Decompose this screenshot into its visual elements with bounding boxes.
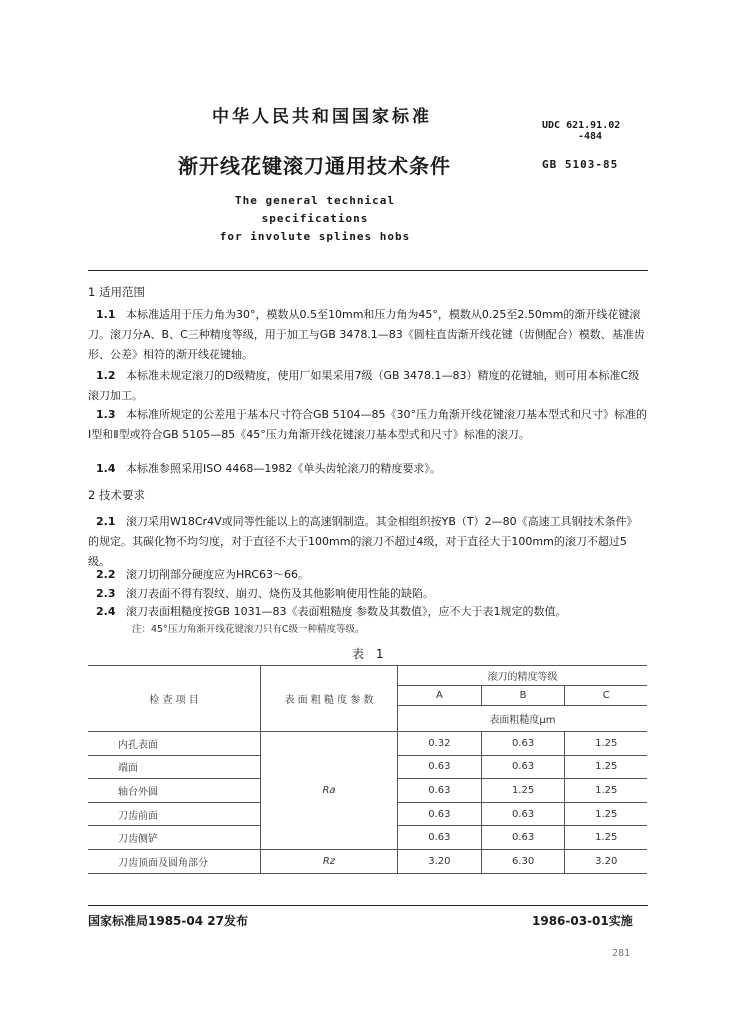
row-item: 内孔表面	[88, 732, 261, 756]
param-rz: Rz	[261, 849, 398, 873]
value-c: 1.25	[565, 802, 647, 826]
note: 注：45°压力角渐开线花键滚刀只有C级一种精度等级。	[132, 624, 365, 635]
clause-number: 2.4	[96, 605, 116, 618]
paragraph-2-1	[88, 512, 648, 572]
grade-b-header: B	[481, 686, 565, 706]
footer-rule	[88, 905, 648, 906]
udc-line2: -484	[578, 131, 603, 142]
value-a: 0.63	[398, 779, 482, 803]
section-2-heading: 2 技术要求	[88, 488, 145, 502]
issued-date: 国家标准局1985-04 27发布	[88, 914, 248, 928]
section-1-heading: 1 适用范围	[88, 285, 145, 299]
row-item: 轴台外圆	[88, 779, 261, 803]
table-row	[88, 849, 647, 873]
document-title-cn: 渐开线花键滚刀通用技术条件	[178, 154, 451, 178]
clause-number: 2.3	[96, 587, 116, 600]
value-a: 0.63	[398, 826, 482, 850]
clause-number: 1.3	[96, 408, 116, 421]
page-number: 281	[612, 948, 631, 959]
value-c: 1.25	[565, 826, 647, 850]
clause-text: 本标准未规定滚刀的D级精度，使用厂如果采用7级（GB 3478.1—83）精度的花键轴，则可用本标准C级滚刀加工。	[88, 369, 640, 402]
value-c: 1.25	[565, 732, 647, 756]
paragraph-1-3	[88, 405, 648, 445]
clause-text: 本标准所规定的公差甩于基本尺寸符合GB 5104—85《30°压力角渐开线花键滚刀基本型式和尺寸》标准的Ⅰ型和Ⅱ型或符合GB 5105—85《45°压力角渐开线花键滚刀基本型式和尺寸》标准的滚刀。	[88, 408, 648, 441]
top-rule	[88, 270, 648, 271]
clause-text: 滚刀采用W18Cr4V或同等性能以上的高速钢制造。其金相组织按YB（T）2—80《高速工具钢技术条件》的规定。其碳化物不均匀度，对于直径不大于100mm的滚刀不超过4级，对于直径大于100mm的滚刀不超过5级。	[88, 515, 638, 568]
paragraph-1-1	[88, 305, 648, 365]
value-c: 3.20	[565, 849, 647, 873]
value-b: 0.63	[481, 732, 565, 756]
effective-date: 1986-03-01实施	[532, 914, 633, 928]
value-b: 0.63	[481, 802, 565, 826]
unit-row: 表面粗糙度μm	[398, 706, 648, 732]
value-b: 0.63	[481, 755, 565, 779]
row-item: 刀齿前面	[88, 802, 261, 826]
title-en-line1: The general technical specifications	[234, 194, 396, 225]
value-a: 3.20	[398, 849, 482, 873]
row-item: 刀齿顶面及圆角部分	[88, 849, 261, 873]
udc-line1: UDC 621.91.02	[542, 120, 621, 131]
value-a: 0.32	[398, 732, 482, 756]
clause-number: 1.2	[96, 369, 116, 382]
value-c: 1.25	[565, 779, 647, 803]
value-b: 1.25	[481, 779, 565, 803]
clause-text: 滚刀切削部分硬度应为HRC63～66。	[126, 568, 310, 581]
value-c: 1.25	[565, 755, 647, 779]
grade-c-header: C	[565, 686, 647, 706]
value-a: 0.63	[398, 802, 482, 826]
col-header-grade: 滚刀的精度等级	[398, 666, 648, 686]
table-row	[88, 732, 647, 756]
roughness-table	[88, 665, 647, 874]
clause-text: 滚刀表面不得有裂纹、崩刃、烧伤及其他影响使用性能的缺陷。	[126, 587, 434, 600]
row-item: 端面	[88, 755, 261, 779]
col-header-item: 检 查 项 目	[88, 666, 261, 732]
table-caption: 表 1	[352, 647, 388, 661]
clause-number: 1.1	[96, 308, 116, 321]
clause-number: 2.1	[96, 515, 116, 528]
clause-text: 本标准参照采用ISO 4468—1982《单头齿轮滚刀的精度要求》。	[126, 462, 441, 475]
gb-number: GB 5103-85	[542, 158, 619, 171]
row-item: 刀齿侧铲	[88, 826, 261, 850]
param-ra: Ra	[261, 732, 398, 850]
grade-a-header: A	[398, 686, 482, 706]
clause-number: 2.2	[96, 568, 116, 581]
clause-text: 滚刀表面粗糙度按GB 1031—83《表面粗糙度 参数及其数值》，应不大于表1规定的数值。	[126, 605, 567, 618]
paragraph-2-3	[88, 584, 648, 604]
clause-number: 1.4	[96, 462, 116, 475]
document-title-en	[190, 192, 440, 246]
value-b: 0.63	[481, 826, 565, 850]
paragraph-2-2	[88, 565, 648, 585]
value-a: 0.63	[398, 755, 482, 779]
standard-org-title: 中华人民共和国国家标准	[212, 107, 432, 127]
title-en-line2: for involute splines hobs	[219, 230, 411, 243]
clause-text: 本标准适用于压力角为30°，模数从0.5至10mm和压力角为45°，模数从0.25至2.50mm的渐开线花键滚刀。滚刀分A、B、C三种精度等级，用于加工与GB 3478.1—83《圆柱直齿渐开线花键（齿侧配合）模数、基准齿形、公差》相符的渐开线花键轴。	[88, 308, 645, 361]
udc-code	[542, 120, 620, 142]
value-b: 6.30	[481, 849, 565, 873]
paragraph-1-4	[88, 459, 648, 479]
paragraph-2-4	[88, 602, 648, 622]
col-header-param: 表 面 粗 糙 度 参 数	[261, 666, 398, 732]
paragraph-1-2	[88, 366, 648, 406]
